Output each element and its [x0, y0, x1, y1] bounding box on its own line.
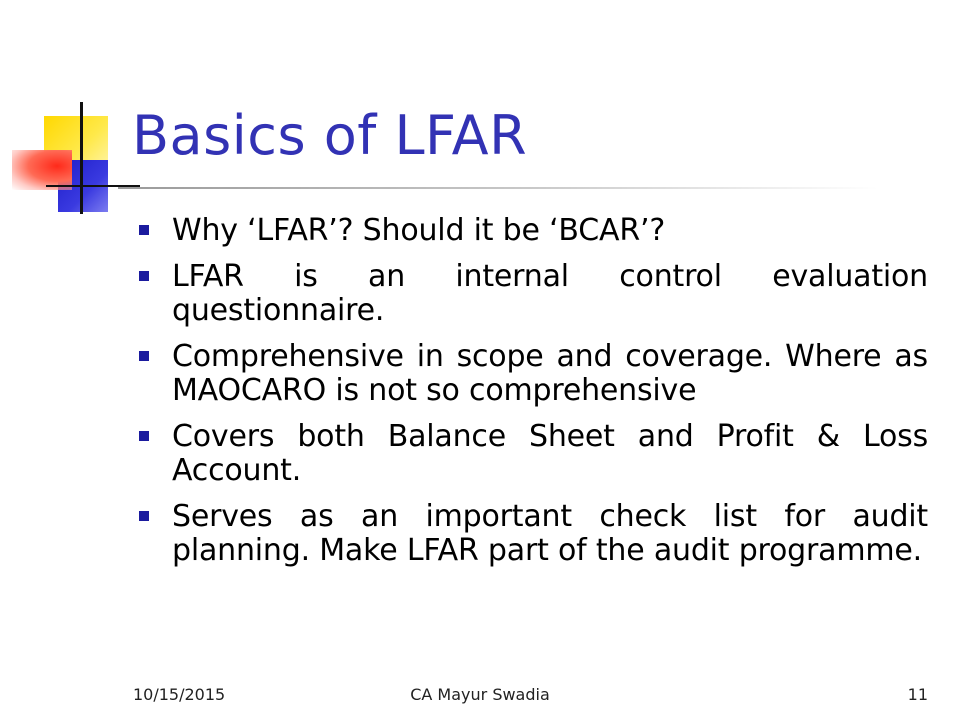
- square-bullet-icon: [139, 225, 149, 235]
- bullet-text: LFAR is an internal control evaluation questionnaire.: [172, 259, 928, 328]
- bullet-text: Serves as an important check list for audit planning. Make LFAR part of the audit programme.: [172, 499, 928, 568]
- slide-title: Basics of LFAR: [132, 104, 528, 167]
- bullet-text: Why ‘LFAR’? Should it be ‘BCAR’?: [172, 213, 666, 248]
- square-bullet-icon: [139, 271, 149, 281]
- title-underline-rule: [118, 187, 878, 189]
- square-bullet-icon: [139, 511, 149, 521]
- bullet-list: [134, 214, 928, 580]
- bullet-item: [134, 500, 928, 568]
- bullet-item: [134, 420, 928, 488]
- footer-date: 10/15/2015: [133, 685, 226, 704]
- red-glow-decoration: [12, 150, 72, 190]
- vertical-line-decoration: [80, 102, 83, 214]
- footer-page-number: 11: [907, 685, 928, 704]
- bullet-text: Covers both Balance Sheet and Profit & Loss Account.: [172, 419, 928, 488]
- square-bullet-icon: [139, 351, 149, 361]
- bullet-text: Comprehensive in scope and coverage. Where as MAOCARO is not so comprehensive: [172, 339, 928, 408]
- bullet-item: [134, 214, 928, 248]
- decorative-corner-graphic: [0, 0, 140, 230]
- bullet-item: [134, 260, 928, 328]
- footer-author: CA Mayur Swadia: [410, 685, 550, 704]
- bullet-item: [134, 340, 928, 408]
- square-bullet-icon: [139, 431, 149, 441]
